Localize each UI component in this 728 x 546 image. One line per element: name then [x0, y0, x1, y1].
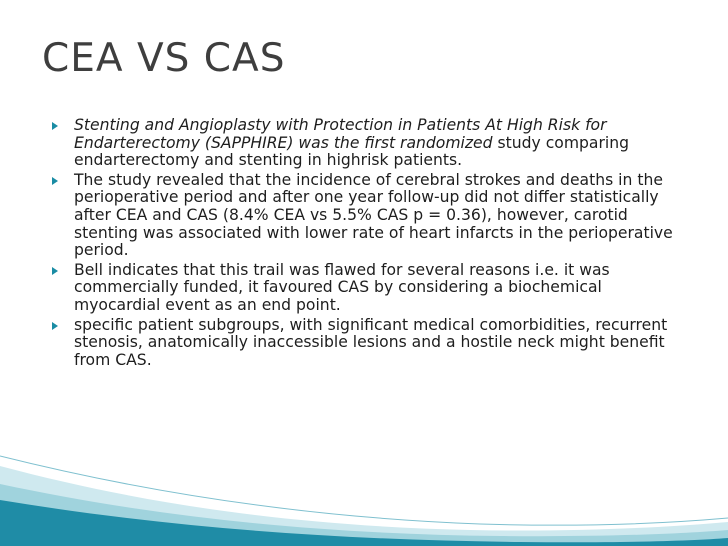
bullet-text: The study revealed that the incidence of cerebral strokes and deaths in the perioperative period and after one year follow-up did not differ statistically after CEA and CAS (8.4% CEA vs 5.5% CAS p = 0.36), however, carotid stenting was associated with lower rate of heart infarcts in the perioperative period.: [74, 170, 673, 260]
triangle-bullet-icon: [52, 177, 58, 185]
bullet-item: [52, 117, 692, 170]
decorative-wave: [0, 426, 728, 546]
slide-title: CEA VS CAS: [42, 36, 286, 81]
bullet-item: [52, 262, 692, 315]
triangle-bullet-icon: [52, 122, 58, 130]
triangle-bullet-icon: [52, 267, 58, 275]
bullet-text: study comparing endarterectomy and stenting in highrisk patients.: [74, 133, 629, 170]
bullet-item: [52, 317, 692, 370]
bullet-list: [52, 117, 692, 371]
bullet-text: Bell indicates that this trail was flawed for several reasons i.e. it was commercially funded, it favoured CAS by considering a biochemical myocardial event as an end point.: [74, 260, 610, 314]
bullet-italic-text: Stenting and Angioplasty with Protection in Patients At High Risk for Endarterectomy (SAPPHIRE) was the first randomized: [74, 116, 607, 152]
bullet-item: [52, 172, 692, 260]
triangle-bullet-icon: [52, 322, 58, 330]
bullet-text: specific patient subgroups, with significant medical comorbidities, recurrent stenosis, anatomically inaccessible lesions and a hostile neck might benefit from CAS.: [74, 315, 668, 369]
